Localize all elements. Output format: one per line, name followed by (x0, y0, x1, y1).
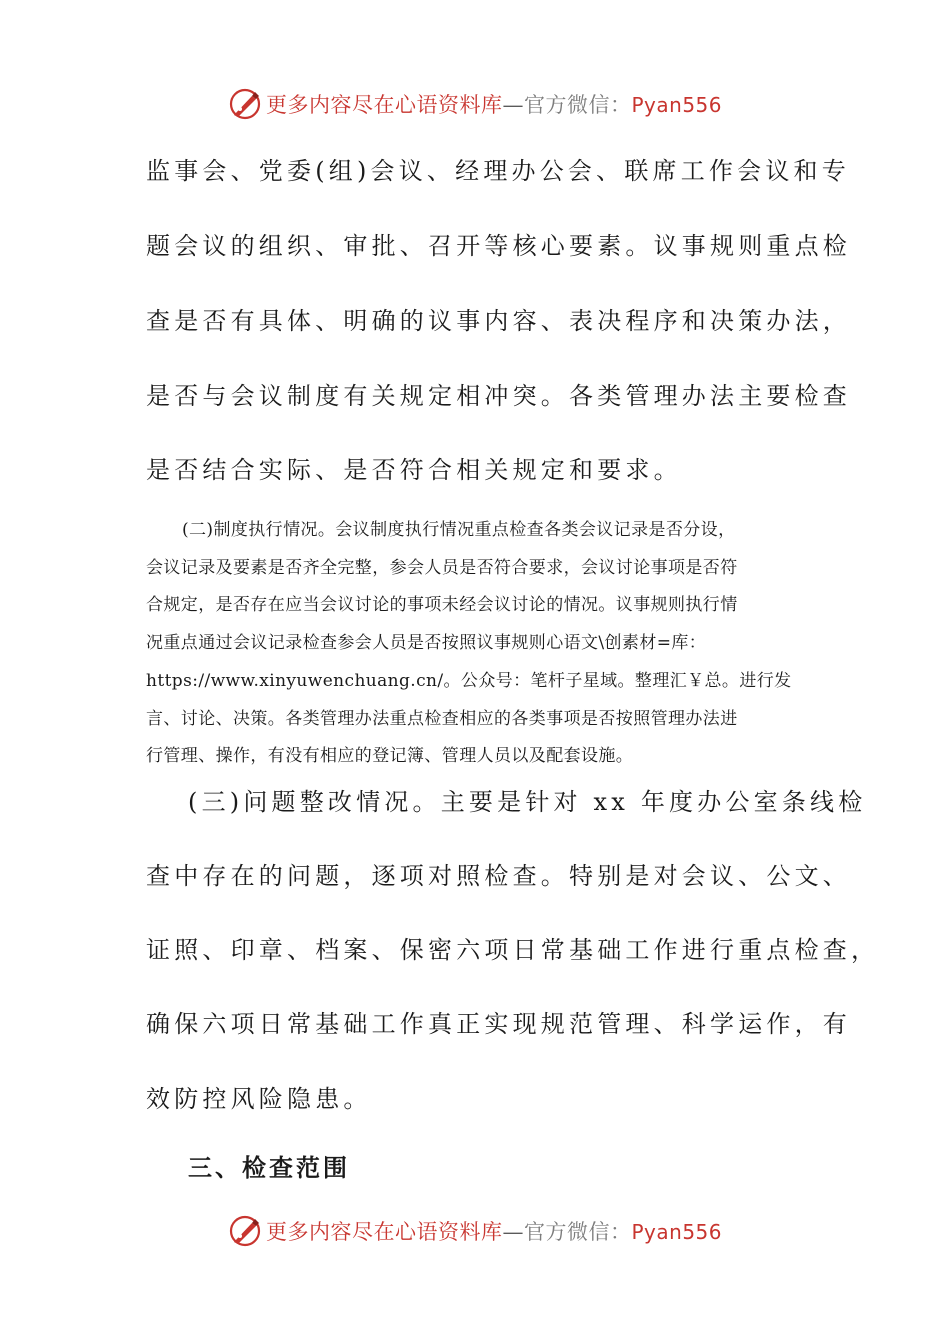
para1-line-1: 监事会、党委(组)会议、经理办公会、联席工作会议和专 (146, 157, 850, 185)
pen-logo-icon (228, 87, 262, 121)
banner-title: 更多内容尽在心语资料库 (265, 93, 503, 117)
para2-line-7: 行管理、操作，有没有相应的登记簿、管理人员以及配套设施。 (146, 746, 634, 767)
para2-line-1: (二)制度执行情况。会议制度执行情况重点检查各类会议记录是否分设， (182, 520, 736, 540)
para2-line-6: 言、讨论、决策。各类管理办法重点检查相应的各类事项是否按照管理办法进 (146, 708, 738, 729)
para1-line-3: 查是否有具体、明确的议事内容、表决程序和决策办法， (146, 307, 851, 335)
banner-wechat-id: Pyan556 (631, 1220, 722, 1244)
pen-logo-icon (228, 1214, 262, 1248)
para2-line-3: 合规定，是否存在应当会议讨论的事项未经会议讨论的情况。议事规则执行情 (146, 595, 738, 616)
para2-block (146, 512, 816, 776)
para3-line-4: 确保六项日常基础工作真正实现规范管理、科学运作，有 (146, 1010, 851, 1038)
banner-dash: — (502, 93, 524, 117)
para3-line-2: 查中存在的问题，逐项对照检查。特别是对会议、公文、 (146, 862, 851, 890)
para3-line-3: 证照、印章、档案、保密六项日常基础工作进行重点检查， (146, 936, 880, 964)
para1-line-4: 是否与会议制度有关规定相冲突。各类管理办法主要检查 (146, 382, 851, 410)
para3-line-5: 效防控风险隐患。 (146, 1085, 372, 1113)
footer-watermark-banner (0, 1211, 950, 1251)
banner-wechat-label: 官方微信： (523, 93, 632, 117)
para3-line-1: (三)问题整改情况。主要是针对 xx 年度办公室条线检 (188, 788, 867, 816)
banner-dash: — (502, 1220, 524, 1244)
banner-wechat-label: 官方微信： (523, 1220, 632, 1244)
banner-title: 更多内容尽在心语资料库 (265, 1220, 503, 1244)
para2-line-4: 况重点通过会议记录检查参会人员是否按照议事规则心语文\创素材=库： (146, 633, 707, 654)
para1-line-5: 是否结合实际、是否符合相关规定和要求。 (146, 456, 682, 484)
header-watermark-banner (0, 84, 950, 124)
para1-line-2: 题会议的组织、审批、召开等核心要素。议事规则重点检 (146, 232, 851, 260)
banner-wechat-id: Pyan556 (631, 93, 722, 117)
para2-line-5: https://www.xinyuwenchuang.cn/。公众号：笔杆子星域。整理汇￥总。进行发 (146, 670, 792, 691)
section-heading: 三、检查范围 (188, 1154, 350, 1182)
para2-line-2: 会议记录及要素是否齐全完整，参会人员是否符合要求，会议讨论事项是否符 (146, 557, 738, 578)
